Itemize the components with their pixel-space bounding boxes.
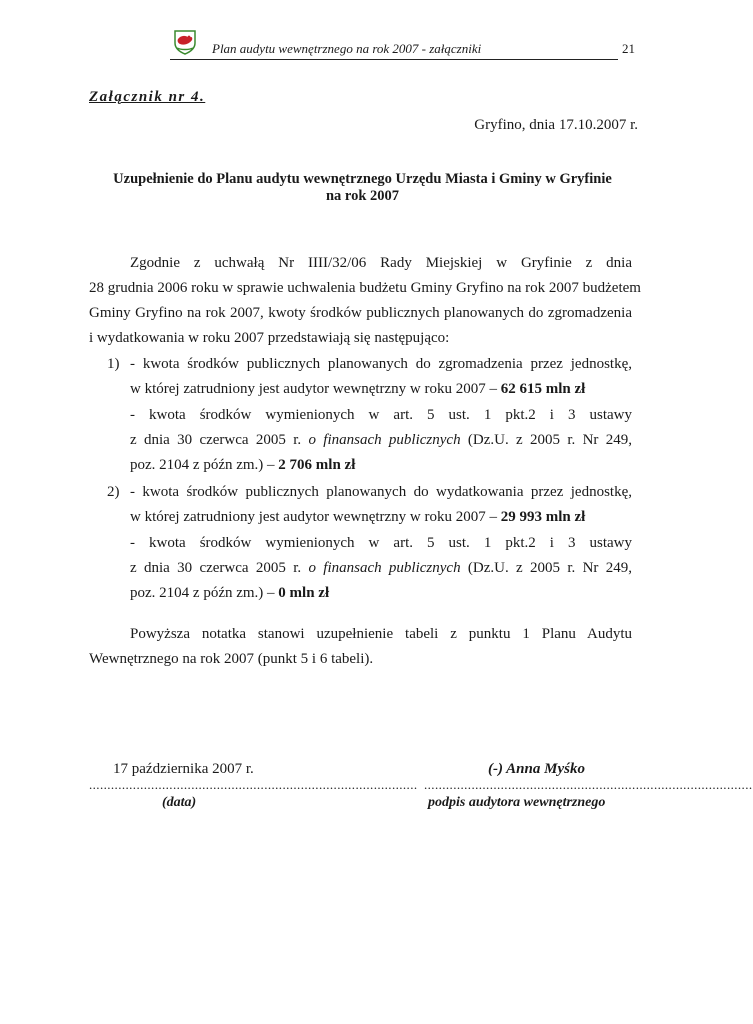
- date-label: (data): [162, 795, 197, 810]
- title-line-2: na rok 2007: [325, 188, 400, 204]
- item-1-b-line-3: poz. 2104 z późn zm.) – 2 706 mln zł: [130, 457, 356, 473]
- intro-line-4: i wydatkowania w roku 2007 przedstawiają się następująco:: [89, 330, 450, 346]
- item-1-b-line-2: z dnia 30 czerwca 2005 r. o finansach publicznych (Dz.U. z 2005 r. Nr 249,: [130, 432, 632, 448]
- header-title: Plan audytu wewnętrznego na rok 2007 - załączniki: [212, 41, 482, 56]
- item-2-b-line-1: - kwota środków wymienionych w art. 5 ust. 1 pkt.2 i 3 ustawy: [130, 535, 632, 551]
- item-2-b-line-2: z dnia 30 czerwca 2005 r. o finansach publicznych (Dz.U. z 2005 r. Nr 249,: [130, 560, 632, 576]
- item-1-b-line-1: - kwota środków wymienionych w art. 5 ust. 1 pkt.2 i 3 ustawy: [130, 407, 632, 423]
- item-2-a-line-1: - kwota środków publicznych planowanych do wydatkowania przez jednostkę,: [130, 484, 632, 500]
- item-2-a-amount: 29 993 mln zł: [500, 509, 586, 525]
- item-1-number: 1): [107, 356, 120, 372]
- item-1-a-line-1: - kwota środków publicznych planowanych do zgromadzenia przez jednostkę,: [130, 356, 632, 372]
- intro-line-1: Zgodnie z uchwałą Nr IIII/32/06 Rady Miejskiej w Gryfinie z dnia: [130, 255, 632, 271]
- document-title: [80, 171, 645, 205]
- page-number: 21: [622, 41, 635, 56]
- place-date: Gryfino, dnia 17.10.2007 r.: [474, 117, 638, 133]
- item-2-b-line-3: poz. 2104 z późn zm.) – 0 mln zł: [130, 585, 330, 601]
- coat-of-arms-icon: [172, 29, 198, 55]
- note-line-2: Wewnętrznego na rok 2007 (punkt 5 i 6 tabeli).: [89, 651, 374, 667]
- signer-name: (-) Anna Myśko: [488, 761, 585, 777]
- item-1-a-line-2: w której zatrudniony jest audytor wewnętrzny w roku 2007 – 62 615 mln zł: [130, 381, 586, 397]
- attachment-label: Załącznik nr 4.: [89, 89, 206, 105]
- intro-line-3: Gminy Gryfino na rok 2007, kwoty środków publicznych planowanych do zgromadzenia: [89, 305, 632, 321]
- signature-dotted-line: ..........................................................................................: [424, 777, 753, 792]
- header-divider: [170, 59, 618, 60]
- signature-date-value: 17 października 2007 r.: [113, 761, 254, 777]
- note-line-1: Powyższa notatka stanowi uzupełnienie tabeli z punktu 1 Planu Audytu: [130, 626, 632, 642]
- signer-label: podpis audytora wewnętrznego: [428, 795, 606, 810]
- item-2-a-line-2: w której zatrudniony jest audytor wewnętrzny w roku 2007 – 29 993 mln zł: [130, 509, 586, 525]
- item-2-b-amount: 0 mln zł: [278, 585, 330, 601]
- item-2-number: 2): [107, 484, 120, 500]
- intro-line-2: 28 grudnia 2006 roku w sprawie uchwalenia budżetu Gminy Gryfino na rok 2007 budżetem: [89, 280, 641, 296]
- item-1-b-amount: 2 706 mln zł: [278, 457, 356, 473]
- coat-of-arms-logo: [172, 29, 198, 55]
- date-dotted-line: ..........................................................................................: [89, 777, 418, 792]
- item-1-a-amount: 62 615 mln zł: [500, 381, 586, 397]
- title-line-1: Uzupełnienie do Planu audytu wewnętrznego Urzędu Miasta i Gminy w Gryfinie: [113, 171, 612, 187]
